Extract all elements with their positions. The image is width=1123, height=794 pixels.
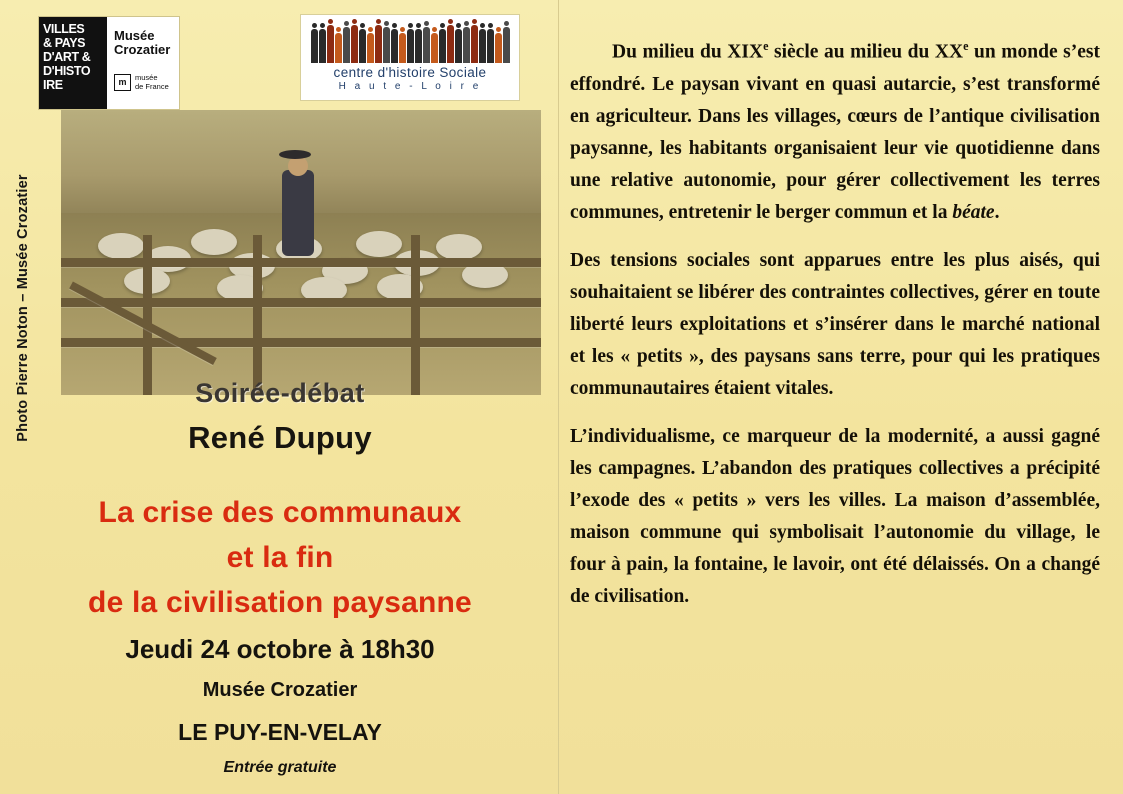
musee-crozatier-logo-text xyxy=(107,17,179,109)
photo-fence-rail xyxy=(61,258,541,267)
paragraph-3: L’individualisme, ce marqueur de la modernité, a aussi gagné les campagnes. L’abandon des pratiques collectives a précipité l’exode des « petits » vers les villes. La maison d’assemblée, maison commune qui symbolisait l’autonomie du village, le four à pain, la fontaine, le lavoir, ont été délaissés. On a changé de civilisation. xyxy=(570,425,1100,607)
p1-part-d: . xyxy=(994,201,1000,223)
photo-shepherd-body xyxy=(282,170,314,256)
photo-fence-post xyxy=(143,235,152,395)
event-kind: Soirée-débat xyxy=(195,378,365,408)
musee-de-france-badge xyxy=(114,73,179,91)
paragraph-1 xyxy=(570,30,1100,229)
photo-fence-rail xyxy=(61,338,541,347)
event-city: LE PUY-EN-VELAY xyxy=(178,719,382,745)
vpah-line-3: D'ART & xyxy=(43,50,91,64)
p1-part-a: Du milieu du XIX xyxy=(612,41,764,63)
event-title xyxy=(0,490,560,625)
musee-line-2: Crozatier xyxy=(114,42,171,57)
p1-sup-2: e xyxy=(963,39,969,53)
p1-part-b: siècle au milieu du XX xyxy=(768,41,964,63)
event-title-line-3: de la civilisation paysanne xyxy=(88,586,472,619)
photo-fence-rail xyxy=(61,298,541,307)
event-price: Entrée gratuite xyxy=(223,759,337,776)
centre-histoire-sociale-logo xyxy=(300,14,520,101)
left-column xyxy=(0,0,560,794)
photo-shepherd-flock xyxy=(61,110,541,395)
chs-line-1: centre d'histoire Sociale xyxy=(333,65,487,80)
musee-badge-line-1: musée xyxy=(135,73,158,82)
chs-line-2: H a u t e - L o i r e xyxy=(338,81,482,92)
photo-credit: Photo Pierre Noton – Musée Crozatier xyxy=(15,174,31,442)
photo-fence-post xyxy=(411,235,420,395)
crowd-figures-icon xyxy=(301,17,519,63)
vpah-line-2: & PAYS xyxy=(43,36,86,50)
vpah-line-5: IRE xyxy=(43,78,63,92)
event-date: Jeudi 24 octobre à 18h30 xyxy=(125,634,435,664)
musee-badge-mark-icon: m xyxy=(114,74,131,91)
vpah-line-4: D'HISTO xyxy=(43,64,91,78)
musee-badge-line-2: de France xyxy=(135,82,169,91)
vpah-line-1: VILLES xyxy=(43,22,85,36)
logo-bar xyxy=(38,14,538,110)
event-speaker: René Dupuy xyxy=(188,420,372,455)
p1-italic-beate: béate xyxy=(952,201,995,223)
column-divider xyxy=(558,0,559,794)
vpah-black-panel xyxy=(39,17,107,109)
musee-badge-text xyxy=(135,73,169,91)
description-column xyxy=(570,30,1100,629)
musee-line-1: Musée xyxy=(114,28,155,43)
p1-part-c: un monde s’est effondré. Le paysan vivant en quasi autarcie, s’est transformé en agriculteur. Dans les villages, cœurs de l’antique civilisation paysanne, les habitants organisaient leur vie quotidienne dans une relative autonomie, pour gérer collectivement les terres communes, entretenir le berger commun et la xyxy=(570,41,1101,223)
photo-fence-post xyxy=(253,235,262,395)
event-title-line-2: et la fin xyxy=(226,541,334,574)
event-title-line-1: La crise des communaux xyxy=(98,496,462,529)
event-venue: Musée Crozatier xyxy=(202,679,358,701)
villes-et-pays-dart-logo xyxy=(38,16,180,110)
paragraph-2: Des tensions sociales sont apparues entre les plus aisés, qui souhaitaient se libérer des contraintes collectives, gérer en toute liberté leurs exploitations et s’insérer dans le marché national et les « petits », des paysans sans terre, pour qui les pratiques communautaires étaient vitales. xyxy=(570,249,1100,399)
p1-sup-1: e xyxy=(763,39,769,53)
